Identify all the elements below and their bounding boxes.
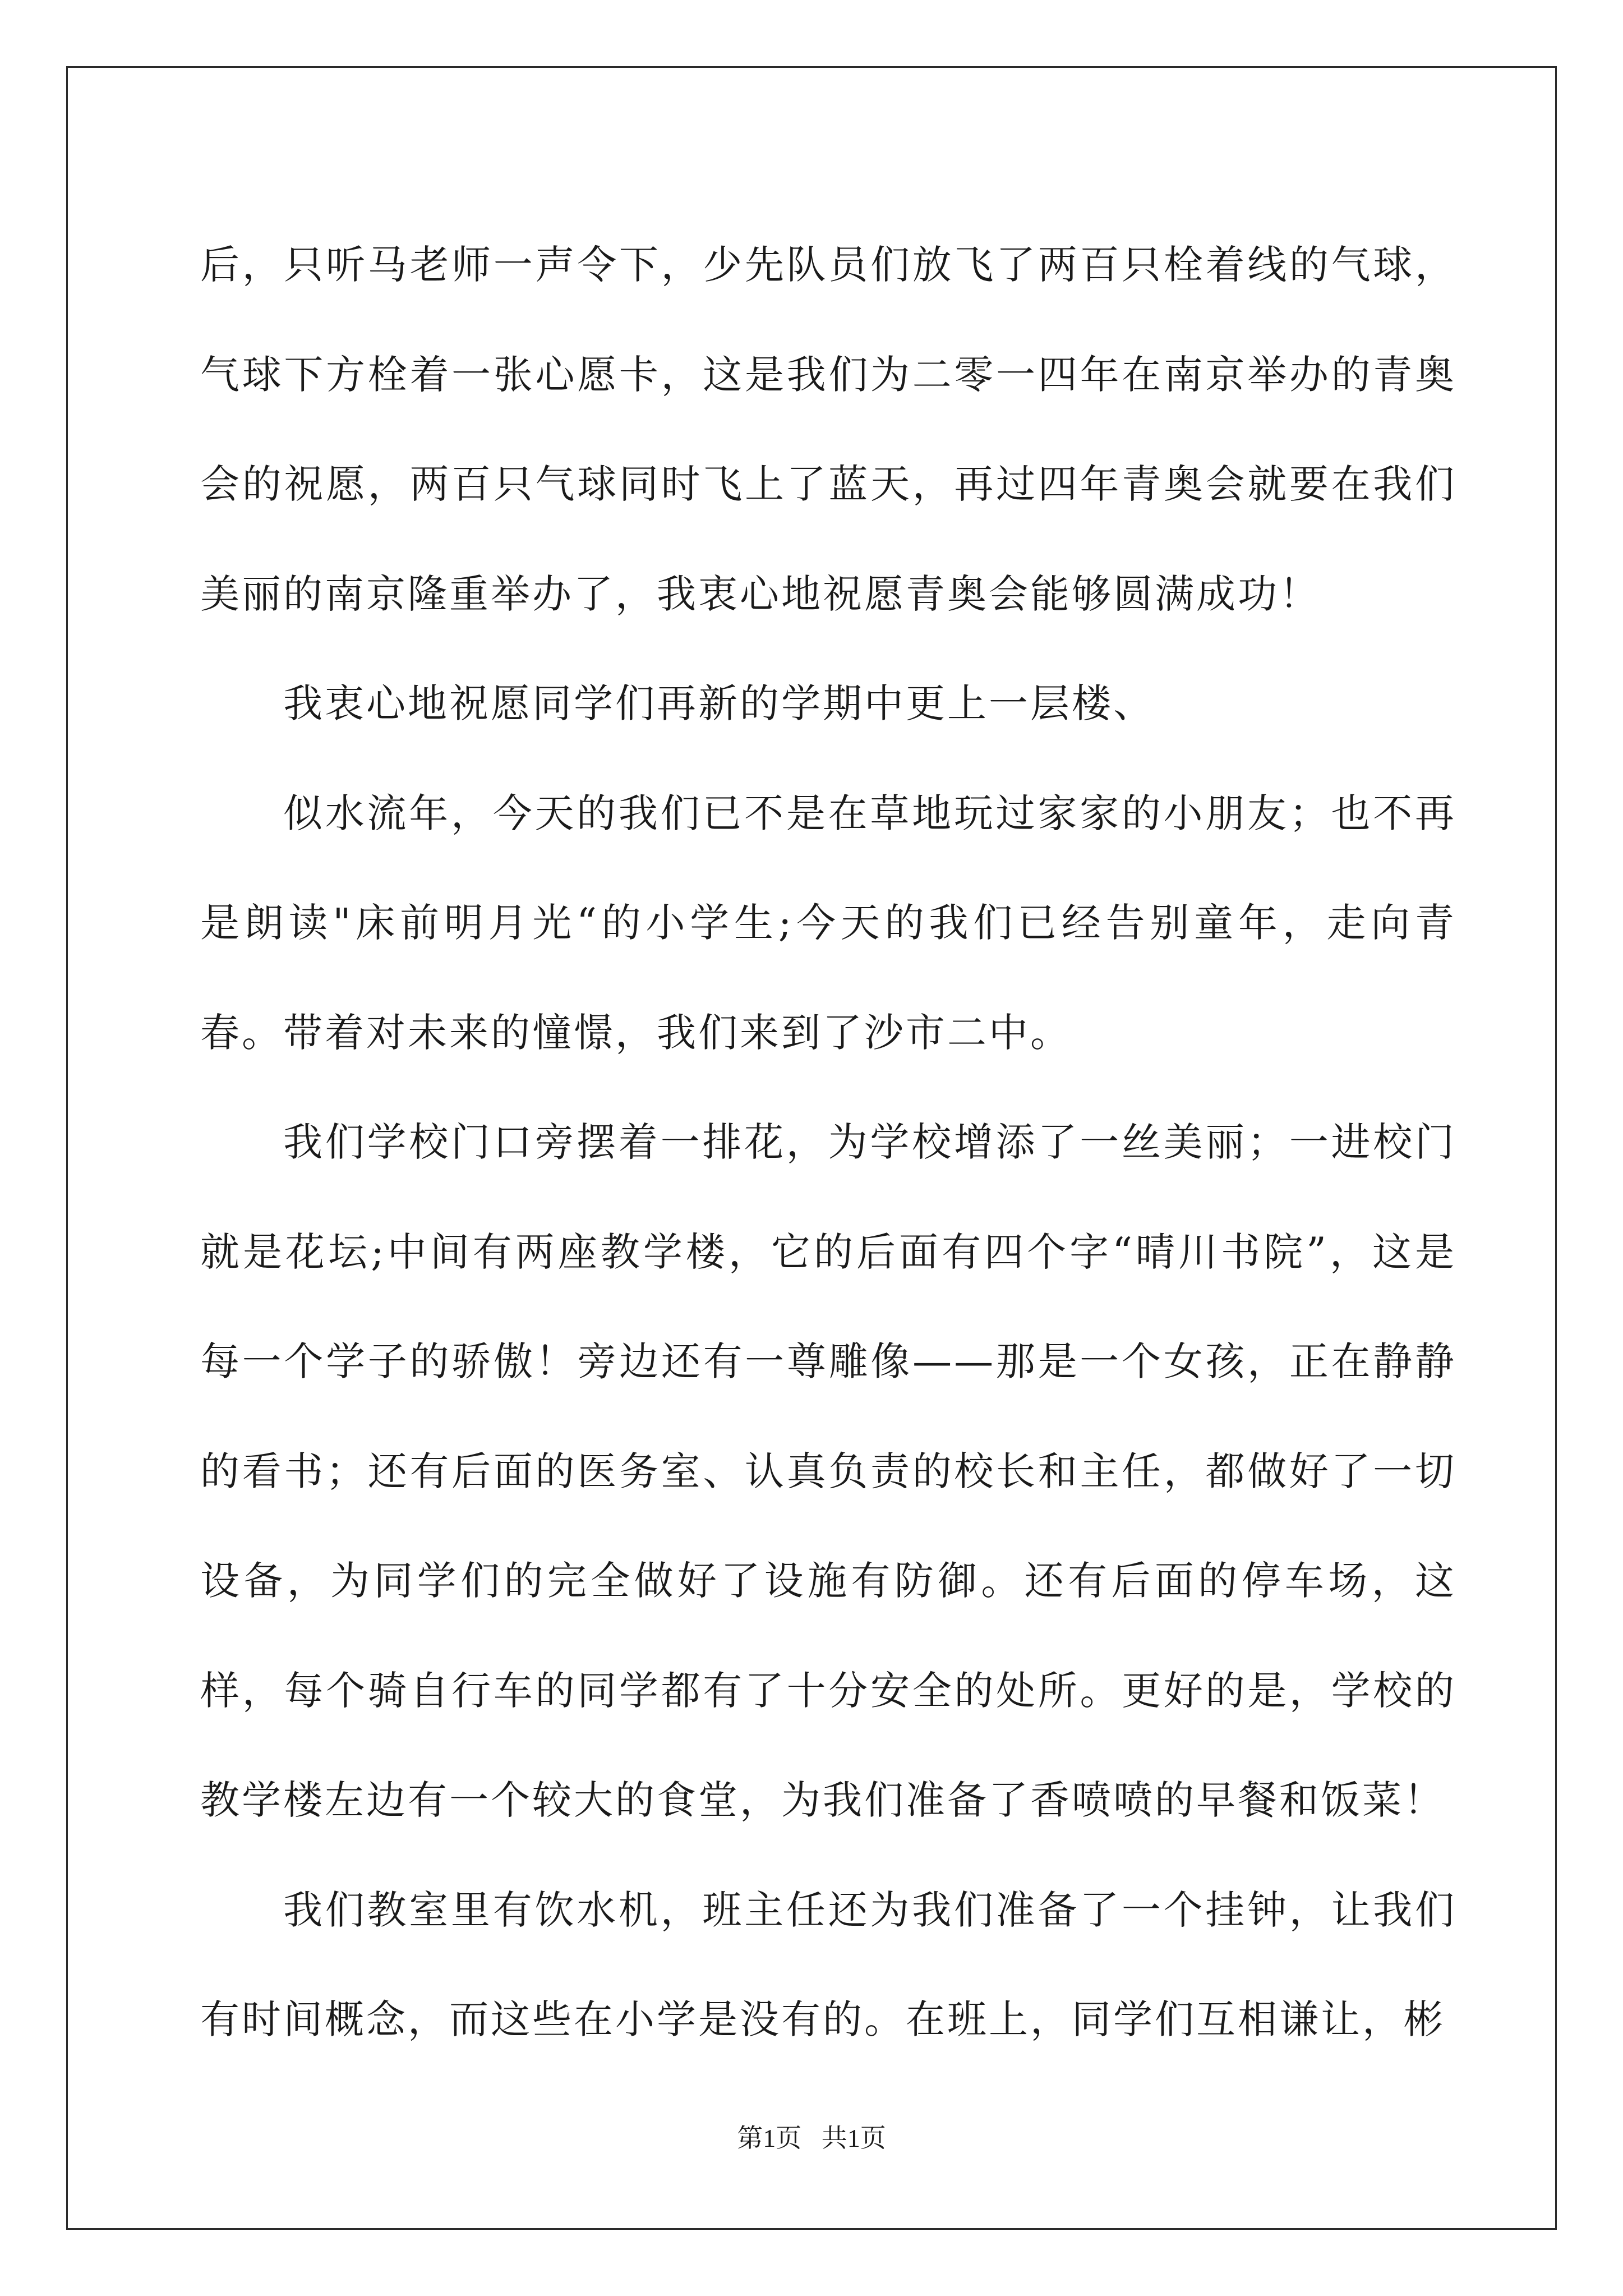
paragraph: 我们学校门口旁摆着一排花，为学校增添了一丝美丽；一进校门就是花坛;中间有两座教学楼，它的后面有四个字“晴川书院”，这是每一个学子的骄傲！旁边还有一尊雕像——那是一个女孩，正在静静的看书；还有后面的医务室、认真负责的校长和主任，都做好了一切设备，为同学们的完全做好了设施有防御。还有后面的停车场，这样，每个骑自行车的同学都有了十分安全的处所。更好的是，学校的教学楼左边有一个较大的食堂，为我们准备了香喷喷的早餐和饭菜！ — [200, 1119, 1456, 1823]
page-footer — [0, 2118, 1623, 2155]
paragraph: 似水流年，今天的我们已不是在草地玩过家家的小朋友；也不再是朗读"床前明月光“的小学生;今天的我们已经告别童年，走向青春。带着对未来的憧憬，我们来到了沙市二中。 — [200, 790, 1456, 1056]
page-number: 第1页 — [737, 2124, 802, 2152]
paragraph: 后，只听马老师一声令下，少先队员们放飞了两百只栓着线的气球，气球下方栓着一张心愿卡，这是我们为二零一四年在南京举办的青奥会的祝愿，两百只气球同时飞上了蓝天，再过四年青奥会就要在我们美丽的南京隆重举办了，我衷心地祝愿青奥会能够圆满成功！ — [200, 242, 1456, 617]
page-total: 共1页 — [821, 2124, 886, 2152]
document-body — [200, 210, 1456, 2075]
paragraph: 我衷心地祝愿同学们再新的学期中更上一层楼、 — [283, 680, 1155, 726]
paragraph: 我们教室里有饮水机，班主任还为我们准备了一个挂钟，让我们有时间概念，而这些在小学是没有的。在班上，同学们互相谦让，彬 — [200, 1887, 1456, 2042]
